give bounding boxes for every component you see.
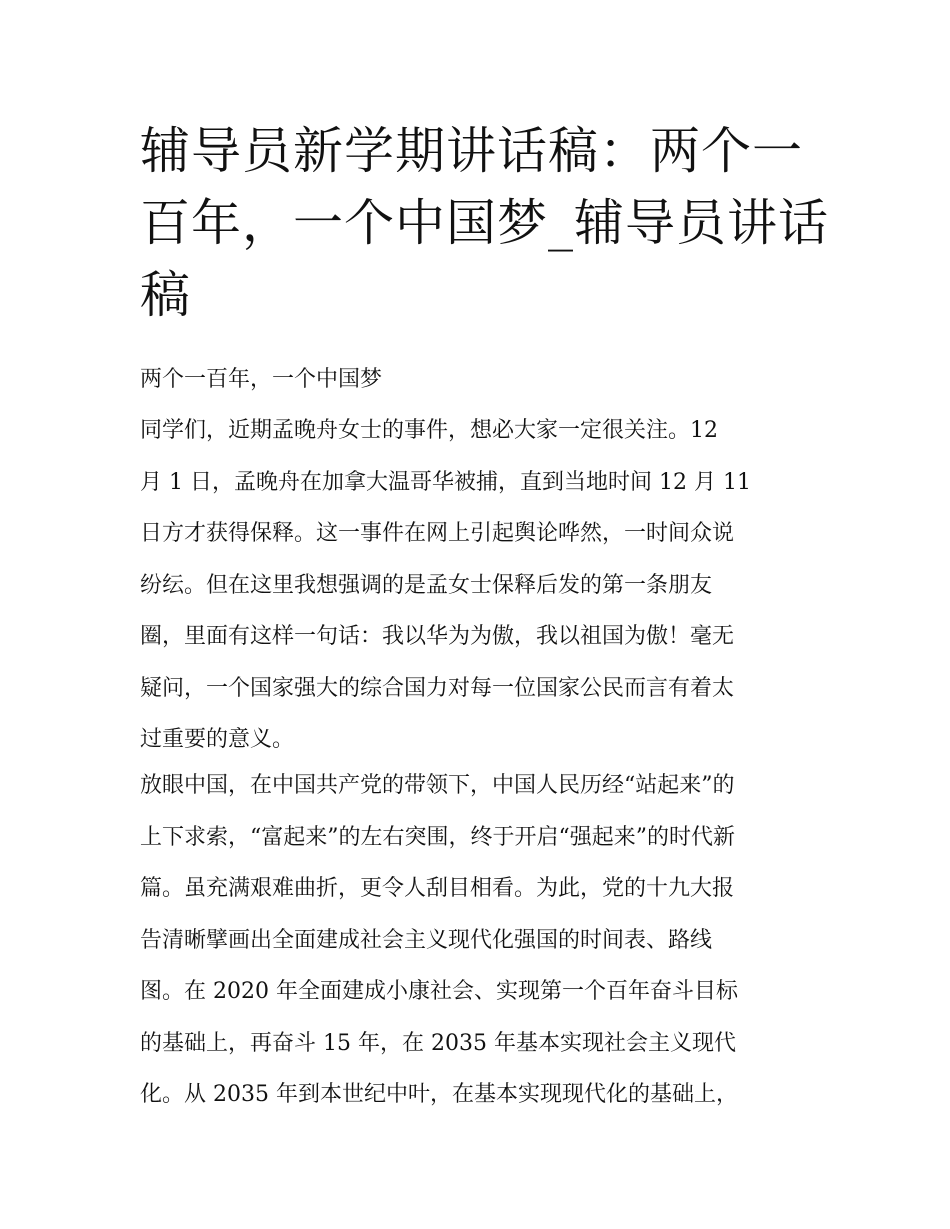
title-line: 稿 [140, 266, 191, 324]
paragraph-1 [140, 405, 820, 766]
paragraph-line: 化。从 2035 年到本世纪中叶，在基本实现现代化的基础上， [140, 1082, 738, 1107]
title-line: 辅导员新学期讲话稿：两个一 [140, 122, 803, 180]
paragraph-line: 纷纭。但在这里我想强调的是孟女士保释后发的第一条朋友 [140, 572, 713, 598]
title-line: 百年，一个中国梦_辅导员讲话 [140, 194, 829, 252]
paragraph-line: 篇。虽充满艰难曲折，更令人刮目相看。为此，党的十九大报 [140, 876, 735, 901]
paragraph-line: 同学们，近期孟晚舟女士的事件，想必大家一定很关注。12 [140, 418, 718, 443]
paragraph-2 [140, 760, 820, 1121]
paragraph-line: 告清晰擘画出全面建成社会主义现代化强国的时间表、路线 [140, 927, 713, 953]
paragraph-line: 图。在 2020 年全面建成小康社会、实现第一个百年奋斗目标 [140, 979, 738, 1004]
paragraph-line: 圈，里面有这样一句话：我以华为为傲，我以祖国为傲！毫无 [140, 624, 735, 649]
document-title [140, 115, 829, 331]
paragraph-line: 的基础上，再奋斗 15 年，在 2035 年基本实现社会主义现代 [140, 1030, 736, 1056]
paragraph-line: 上下求索，“富起来”的左右突围，终于开启“强起来”的时代新 [140, 824, 735, 850]
paragraph-line: 过重要的意义。 [140, 727, 295, 752]
paragraph-line: 疑问，一个国家强大的综合国力对每一位国家公民而言有着太 [140, 675, 735, 701]
paragraph-line: 日方才获得保释。这一事件在网上引起舆论哗然，一时间众说 [140, 521, 735, 546]
paragraph-line: 放眼中国，在中国共产党的带领下，中国人民历经“站起来”的 [140, 773, 735, 798]
paragraph-line: 月 1 日，孟晚舟在加拿大温哥华被捕，直到当地时间 12 月 11 [140, 469, 751, 495]
document-subtitle: 两个一百年，一个中国梦 [140, 367, 383, 392]
